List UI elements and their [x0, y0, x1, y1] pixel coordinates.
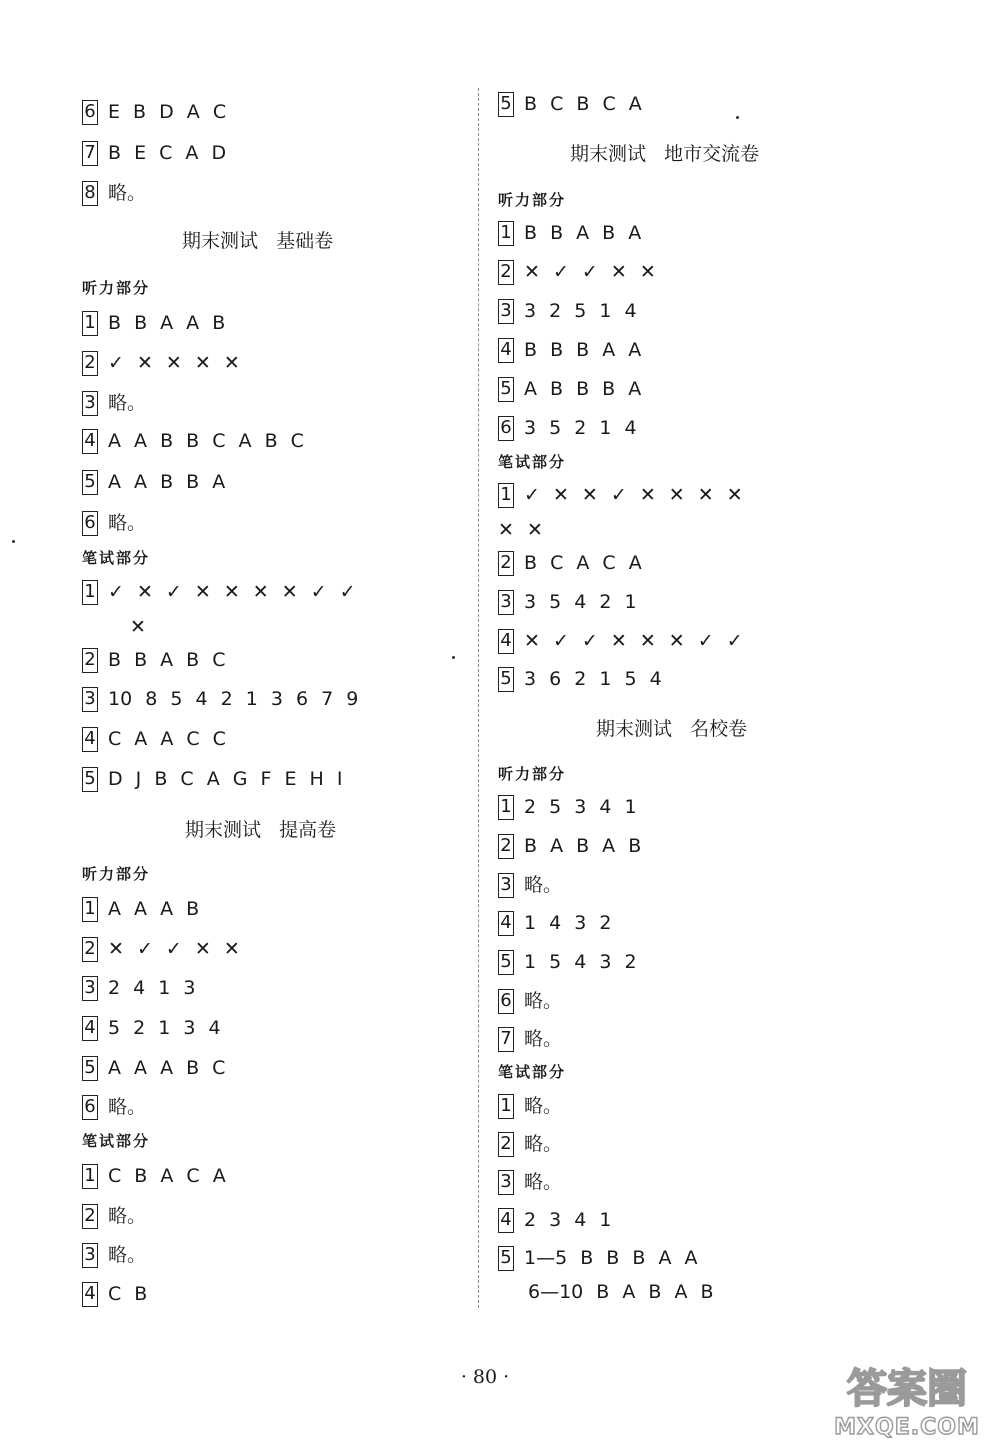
section-title: 期末测试 名校卷 — [596, 718, 748, 740]
question-number-box: 1 — [498, 795, 514, 820]
answer-text: 1 4 3 2 — [524, 912, 612, 934]
answer-text: 2 5 3 4 1 — [524, 796, 637, 818]
question-number-box: 6 — [82, 100, 98, 125]
answer-continuation — [130, 614, 146, 640]
question-number-box: 7 — [498, 1027, 514, 1052]
answer-row — [498, 794, 637, 820]
question-number-box: 5 — [498, 377, 514, 402]
answer-text: B C A C A — [524, 552, 642, 574]
answer-row — [498, 550, 642, 576]
question-number-box: 2 — [498, 551, 514, 576]
answer-text: 略。 — [524, 1095, 563, 1117]
answer-continuation — [528, 1279, 714, 1305]
question-number-box: 5 — [82, 1056, 98, 1081]
answer-text: A A A B — [108, 898, 200, 920]
answer-row — [82, 310, 225, 336]
part-label: 笔试部分 — [82, 549, 151, 567]
answer-row — [498, 1131, 562, 1157]
answer-text: ✕ ✓ ✓ ✕ ✕ — [524, 261, 656, 283]
answer-row — [82, 686, 358, 712]
answer-row — [82, 140, 226, 166]
answer-text: A A B B C A B C — [108, 430, 304, 452]
question-number-box: 3 — [82, 391, 98, 416]
question-number-box: 6 — [498, 989, 514, 1014]
answer-text: C B — [108, 1283, 148, 1305]
question-number-box: 5 — [82, 767, 98, 792]
answer-text: 略。 — [108, 1205, 147, 1227]
answer-text: 1 5 4 3 2 — [524, 951, 637, 973]
answer-text: ✕ ✕ — [498, 519, 543, 541]
answer-row — [498, 872, 562, 898]
answer-row — [82, 1094, 146, 1120]
answer-row — [498, 1026, 562, 1052]
answer-row — [498, 1207, 611, 1233]
section-title: 期末测试 基础卷 — [182, 230, 334, 252]
answer-text: 略。 — [524, 1028, 563, 1050]
question-number-box: 5 — [498, 92, 514, 117]
answer-text: ✓ ✕ ✓ ✕ ✕ ✕ ✕ ✓ ✓ — [108, 581, 356, 603]
answer-row — [82, 1163, 226, 1189]
answer-text: 2 4 1 3 — [108, 977, 196, 999]
answer-text: 略。 — [108, 182, 147, 204]
answer-text: 略。 — [524, 990, 563, 1012]
answer-row — [498, 833, 641, 859]
answer-text: 3 2 5 1 4 — [524, 300, 637, 322]
answer-row — [498, 259, 656, 285]
answer-row — [498, 628, 743, 654]
question-number-box: 2 — [82, 1204, 98, 1229]
part-label: 笔试部分 — [498, 453, 567, 471]
answer-text: 10 8 5 4 2 1 3 6 7 9 — [108, 688, 359, 710]
answer-row — [498, 949, 637, 975]
answer-text: C A A C C — [108, 728, 226, 750]
question-number-box: 1 — [498, 483, 514, 508]
question-number-box: 3 — [498, 873, 514, 898]
part-label: 听力部分 — [498, 765, 567, 783]
answer-row — [82, 726, 226, 752]
question-number-box: 1 — [82, 1164, 98, 1189]
answer-row — [498, 91, 642, 117]
answer-text: A A B B A — [108, 471, 226, 493]
question-number-box: 3 — [498, 1170, 514, 1195]
answer-text: C B A C A — [108, 1165, 226, 1187]
question-number-box: 4 — [498, 1208, 514, 1233]
answer-text: ✓ ✕ ✕ ✕ ✕ — [108, 352, 240, 374]
answer-text: B B A B A — [524, 222, 642, 244]
answer-row — [82, 1203, 146, 1229]
answer-row — [498, 482, 743, 508]
section-title: 期末测试 提高卷 — [185, 819, 337, 841]
answer-text: 3 5 4 2 1 — [524, 591, 637, 613]
answer-text: B B A A B — [108, 312, 226, 334]
question-number-box: 3 — [498, 590, 514, 615]
answer-text: 略。 — [524, 1171, 563, 1193]
answer-row — [82, 180, 146, 206]
question-number-box: 8 — [82, 181, 98, 206]
question-number-box: 7 — [82, 141, 98, 166]
answer-row — [498, 220, 641, 246]
answer-row — [82, 350, 240, 376]
answer-row — [498, 1245, 697, 1271]
question-number-box: 1 — [498, 1094, 514, 1119]
part-label: 听力部分 — [82, 865, 151, 883]
column-divider — [478, 88, 479, 1308]
answer-text: ✕ — [130, 616, 146, 638]
answer-row — [82, 1015, 221, 1041]
question-number-box: 4 — [82, 1282, 98, 1307]
scan-speck — [452, 656, 455, 659]
answer-row — [82, 896, 199, 922]
answer-row — [82, 766, 342, 792]
watermark-logo — [822, 1356, 992, 1442]
part-label: 笔试部分 — [498, 1063, 567, 1081]
answer-text: 略。 — [108, 1244, 147, 1266]
answer-row — [82, 1242, 146, 1268]
part-label: 听力部分 — [498, 191, 567, 209]
answer-text: 略。 — [108, 1096, 147, 1118]
answer-text: B C B C A — [524, 93, 642, 115]
question-number-box: 3 — [82, 976, 98, 1001]
answer-row — [82, 510, 146, 536]
answer-row — [82, 975, 195, 1001]
answer-text: E B D A C — [108, 101, 227, 123]
question-number-box: 6 — [498, 416, 514, 441]
question-number-box: 2 — [498, 834, 514, 859]
answer-continuation — [498, 517, 543, 543]
answer-text: 略。 — [524, 1133, 563, 1155]
answer-text: ✕ ✓ ✓ ✕ ✕ — [108, 938, 240, 960]
answer-text: 3 5 2 1 4 — [524, 417, 637, 439]
answer-text: B B A B C — [108, 649, 226, 671]
answer-text: B B B A A — [524, 339, 642, 361]
answer-row — [82, 99, 226, 125]
question-number-box: 2 — [82, 351, 98, 376]
answer-row — [498, 666, 662, 692]
question-number-box: 1 — [498, 221, 514, 246]
question-number-box: 2 — [498, 1132, 514, 1157]
answer-row — [498, 415, 637, 441]
answer-text: A A A B C — [108, 1057, 226, 1079]
question-number-box: 6 — [82, 511, 98, 536]
question-number-box: 4 — [498, 629, 514, 654]
question-number-box: 2 — [82, 937, 98, 962]
answer-row — [82, 469, 225, 495]
question-number-box: 3 — [82, 1243, 98, 1268]
question-number-box: 5 — [498, 950, 514, 975]
answer-row — [82, 579, 356, 605]
answer-text: B E C A D — [108, 142, 227, 164]
question-number-box: 2 — [82, 648, 98, 673]
section-title: 期末测试 地市交流卷 — [570, 143, 760, 165]
answer-text: D J B C A G F E H I — [108, 768, 343, 790]
answer-text: 5 2 1 3 4 — [108, 1017, 221, 1039]
question-number-box: 5 — [498, 667, 514, 692]
question-number-box: 5 — [82, 470, 98, 495]
answer-row — [82, 936, 240, 962]
answer-row — [498, 910, 611, 936]
answer-text: A B B B A — [524, 378, 642, 400]
scan-speck — [736, 116, 739, 119]
question-number-box: 5 — [498, 1246, 514, 1271]
question-number-box: 3 — [498, 299, 514, 324]
question-number-box: 6 — [82, 1095, 98, 1120]
answer-text: 2 3 4 1 — [524, 1209, 612, 1231]
question-number-box: 3 — [82, 687, 98, 712]
answer-row — [498, 298, 637, 324]
answer-row — [82, 390, 146, 416]
answer-text: 1—5 B B B A A — [524, 1247, 698, 1269]
answer-row — [498, 589, 637, 615]
question-number-box: 4 — [82, 727, 98, 752]
answer-row — [498, 988, 562, 1014]
page-number: · 80 · — [460, 1366, 510, 1388]
answer-row — [82, 1055, 225, 1081]
answer-row — [82, 1281, 147, 1307]
answer-text: 3 6 2 1 5 4 — [524, 668, 662, 690]
answer-row — [498, 337, 641, 363]
answer-row — [498, 1169, 562, 1195]
answer-row — [498, 1093, 562, 1119]
answer-row — [498, 376, 641, 402]
watermark-bottom-text: MXQE.COM — [834, 1415, 980, 1440]
answer-text: 略。 — [108, 512, 147, 534]
question-number-box: 1 — [82, 311, 98, 336]
answer-text: 略。 — [108, 392, 147, 414]
part-label: 听力部分 — [82, 279, 151, 297]
question-number-box: 4 — [498, 338, 514, 363]
watermark-top-text: 答案圈 — [847, 1366, 967, 1412]
answer-row — [82, 428, 304, 454]
question-number-box: 1 — [82, 580, 98, 605]
scan-speck — [12, 540, 15, 543]
question-number-box: 1 — [82, 897, 98, 922]
answer-text: 6—10 B A B A B — [528, 1281, 714, 1303]
question-number-box: 4 — [82, 1016, 98, 1041]
answer-text: 略。 — [524, 874, 563, 896]
answer-row — [82, 647, 226, 673]
question-number-box: 4 — [498, 911, 514, 936]
question-number-box: 4 — [82, 429, 98, 454]
answer-text: B A B A B — [524, 835, 642, 857]
answer-text: ✓ ✕ ✕ ✓ ✕ ✕ ✕ ✕ — [524, 484, 743, 506]
answer-text: ✕ ✓ ✓ ✕ ✕ ✕ ✓ ✓ — [524, 630, 743, 652]
part-label: 笔试部分 — [82, 1132, 151, 1150]
question-number-box: 2 — [498, 260, 514, 285]
